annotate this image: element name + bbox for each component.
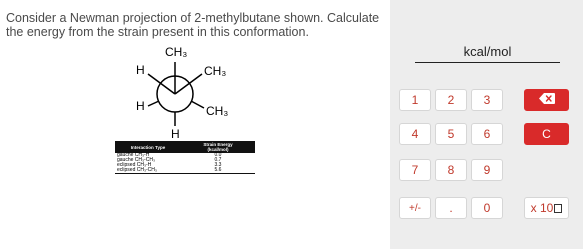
back-bond-lower-right <box>191 101 204 108</box>
answer-input-line[interactable] <box>415 62 560 63</box>
key-8-label: 8 <box>447 163 455 177</box>
table-header-energy: Strain Energy (kcal/mol) <box>203 142 233 152</box>
key-7-label: 7 <box>411 163 419 177</box>
key-2-label: 2 <box>447 93 455 107</box>
back-lower-left-label: H <box>136 99 145 113</box>
interaction-type: eclipsed CH₃-CH₃ <box>115 168 181 174</box>
newman-projection <box>120 44 270 144</box>
plus-minus-button[interactable] <box>399 197 431 219</box>
key-2[interactable] <box>435 89 467 111</box>
answer-unit-label: kcal/mol <box>463 44 512 59</box>
clear-button[interactable] <box>524 123 569 145</box>
key-1[interactable] <box>399 89 431 111</box>
key-6[interactable] <box>471 123 503 145</box>
newman-projection-figure <box>120 44 270 144</box>
front-upper-left-label: H <box>136 63 145 77</box>
key-0[interactable] <box>471 197 503 219</box>
plus-minus-label: +/- <box>409 202 421 214</box>
key-0-label: 0 <box>483 201 491 215</box>
question-line-2: the energy from the strain present in this conformation. <box>6 25 309 39</box>
key-4[interactable] <box>399 123 431 145</box>
key-8[interactable] <box>435 159 467 181</box>
key-3[interactable] <box>471 89 503 111</box>
table-header-interaction: Interaction Type <box>130 144 166 150</box>
strain-energy-value: 0.7 <box>214 157 222 163</box>
key-7[interactable] <box>399 159 431 181</box>
times-ten-power-button[interactable] <box>524 197 569 219</box>
exponent-box-icon <box>554 204 562 213</box>
strain-energy-value: 3.3 <box>214 162 222 168</box>
front-upper-right-label: CH₃ <box>204 64 227 78</box>
question-line-1: Consider a Newman projection of 2-methylbutane shown. Calculate <box>6 11 380 25</box>
backspace-button[interactable] <box>524 89 569 111</box>
back-lower-right-label: CH₃ <box>206 104 229 118</box>
key-4-label: 4 <box>411 127 419 141</box>
times-ten-label: x 10 <box>530 201 554 215</box>
question-text <box>6 11 386 39</box>
interaction-type: gauche CH₃-CH₃ <box>117 157 155 163</box>
key-1-label: 1 <box>411 93 419 107</box>
table-row <box>115 168 255 174</box>
key-3-label: 3 <box>483 93 491 107</box>
strain-energy-value: 5.6 <box>181 168 255 174</box>
interaction-type: gauche CH₃-H <box>117 152 150 158</box>
decimal-point-button[interactable] <box>435 197 467 219</box>
key-9-label: 9 <box>483 163 491 177</box>
back-bottom-label: H <box>171 127 180 141</box>
interaction-type: eclipsed CH₃-H <box>117 162 152 168</box>
key-5[interactable] <box>435 123 467 145</box>
clear-button-label: C <box>542 127 551 141</box>
key-5-label: 5 <box>447 127 455 141</box>
key-9[interactable] <box>471 159 503 181</box>
strain-energy-table <box>115 141 255 174</box>
key-6-label: 6 <box>483 127 491 141</box>
strain-energy-value: 0.0 <box>214 152 222 158</box>
backspace-icon <box>539 93 555 107</box>
front-top-label: CH₃ <box>165 45 188 59</box>
back-bond-lower-left <box>148 101 159 106</box>
decimal-point-label: . <box>449 201 453 215</box>
